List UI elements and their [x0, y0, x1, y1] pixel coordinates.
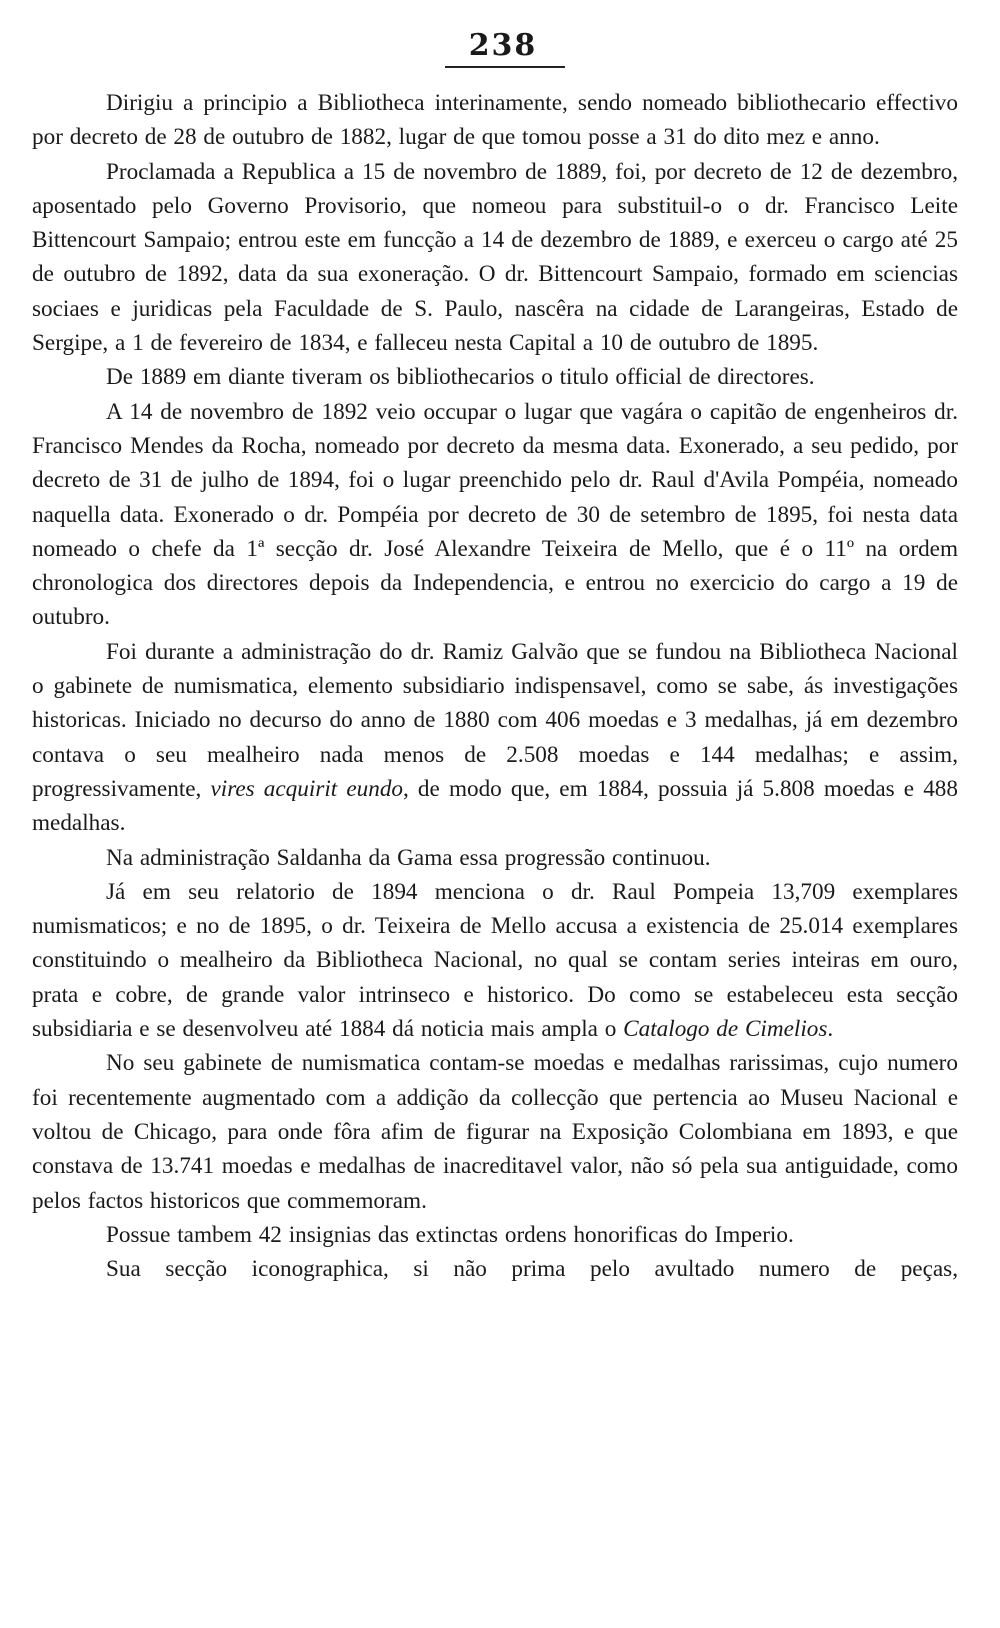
document-page — [32, 28, 958, 1286]
paragraph — [32, 635, 958, 841]
paragraph — [32, 875, 958, 1046]
paragraph-text: , de modo que, em 1884, possuia já 5.808 moedas e 488 medalhas. — [32, 775, 958, 837]
italic-phrase: vires acquirit eundo — [210, 775, 404, 802]
paragraph — [32, 395, 958, 635]
paragraph-text: Sua secção iconographica, si não prima pelo avultado numero de peças, — [106, 1256, 958, 1283]
body-text — [32, 86, 958, 1286]
paragraph — [32, 360, 958, 394]
paragraph — [32, 1252, 958, 1286]
paragraph-text: Já em seu relatorio de 1894 menciona o dr. Raul Pompeia 13,709 exemplares numismaticos; e no de 1895, o dr. Teixeira de Mello accusa a existencia de 25.014 exemplares constituindo o mealheiro da Bibliotheca Nacional, no qual se contam series inteiras em ouro, prata e cobre, de grande valor intrinseco e historico. Do como se estabeleceu esta secção subsidiaria e se desenvolveu até 1884 dá noticia mais ampla o — [32, 878, 958, 1043]
paragraph — [32, 1218, 958, 1252]
page-number: 238 — [468, 28, 538, 63]
paragraph-text: No seu gabinete de numismatica contam-se moedas e medalhas rarissimas, cujo numero foi recentemente augmentado com a addição da collecção que pertencia ao Museu Nacional e voltou de Chicago, para onde fôra afim de figurar na Exposição Colombiana em 1893, e que constava de 13.741 moedas e medalhas de inacreditavel valor, não só pela sua antiguidade, como pelos factos historicos que commemoram. — [32, 1050, 958, 1214]
paragraph-text: . — [827, 1016, 834, 1043]
paragraph-text: Proclamada a Republica a 15 de novembro de 1889, foi, por decreto de 12 de dezembro, aposentado pelo Governo Provisorio, que nomeou para substituil-o o dr. Francisco Leite Bittencourt Sampaio; entrou este em funcção a 14 de dezembro de 1889, e exerceu o cargo até 25 de outubro de 1892, data da sua exoneração. O dr. Bittencourt Sampaio, formado em sciencias sociaes e juridicas pela Faculdade de S. Paulo, nascêra na cidade de Larangeiras, Estado de Sergipe, a 1 de fevereiro de 1834, e falleceu nesta Capital a 10 de outubro de 1895. — [32, 158, 958, 357]
paragraph — [32, 1046, 958, 1217]
paragraph-text: De 1889 em diante tiveram os bibliothecarios o titulo official de directores. — [106, 364, 815, 391]
paragraph — [32, 155, 958, 361]
header-rule — [445, 66, 565, 68]
paragraph-text: Possue tambem 42 insignias das extinctas ordens honorificas do Imperio. — [106, 1221, 794, 1248]
paragraph — [32, 86, 958, 155]
paragraph-text: Foi durante a administração do dr. Ramiz Galvão que se fundou na Bibliotheca Nacional o gabinete de numismatica, elemento subsidiario indispensavel, como se sabe, ás investigações historicas. Iniciado no decurso do anno de 1880 com 406 moedas e 3 medalhas, já em dezembro contava o seu mealheiro nada menos de 2.508 moedas e 144 medalhas; e assim, progressivamente, — [32, 638, 958, 802]
paragraph-text: Na administração Saldanha da Gama essa progressão continuou. — [106, 844, 711, 871]
paragraph-text: Dirigiu a principio a Bibliotheca interinamente, sendo nomeado bibliothecario effectivo por decreto de 28 de outubro de 1882, lugar de que tomou posse a 31 do dito mez e anno. — [32, 90, 958, 151]
paragraph-text: A 14 de novembro de 1892 veio occupar o lugar que vagára o capitão de engenheiros dr. Francisco Mendes da Rocha, nomeado por decreto da mesma data. Exonerado, a seu pedido, por decreto de 31 de julho de 1894, foi o lugar preenchido pelo dr. Raul d'Avila Pompéia, nomeado naquella data. Exonerado o dr. Pompéia por decreto de 30 de setembro de 1895, foi nesta data nomeado o chefe da 1ª secção dr. José Alexandre Teixeira de Mello, que é o 11º na ordem chronologica dos directores depois da Independencia, e entrou no exercicio do cargo a 19 de outubro. — [32, 398, 958, 631]
paragraph — [32, 841, 958, 875]
italic-phrase: Catalogo de Cimelios — [623, 1016, 828, 1043]
